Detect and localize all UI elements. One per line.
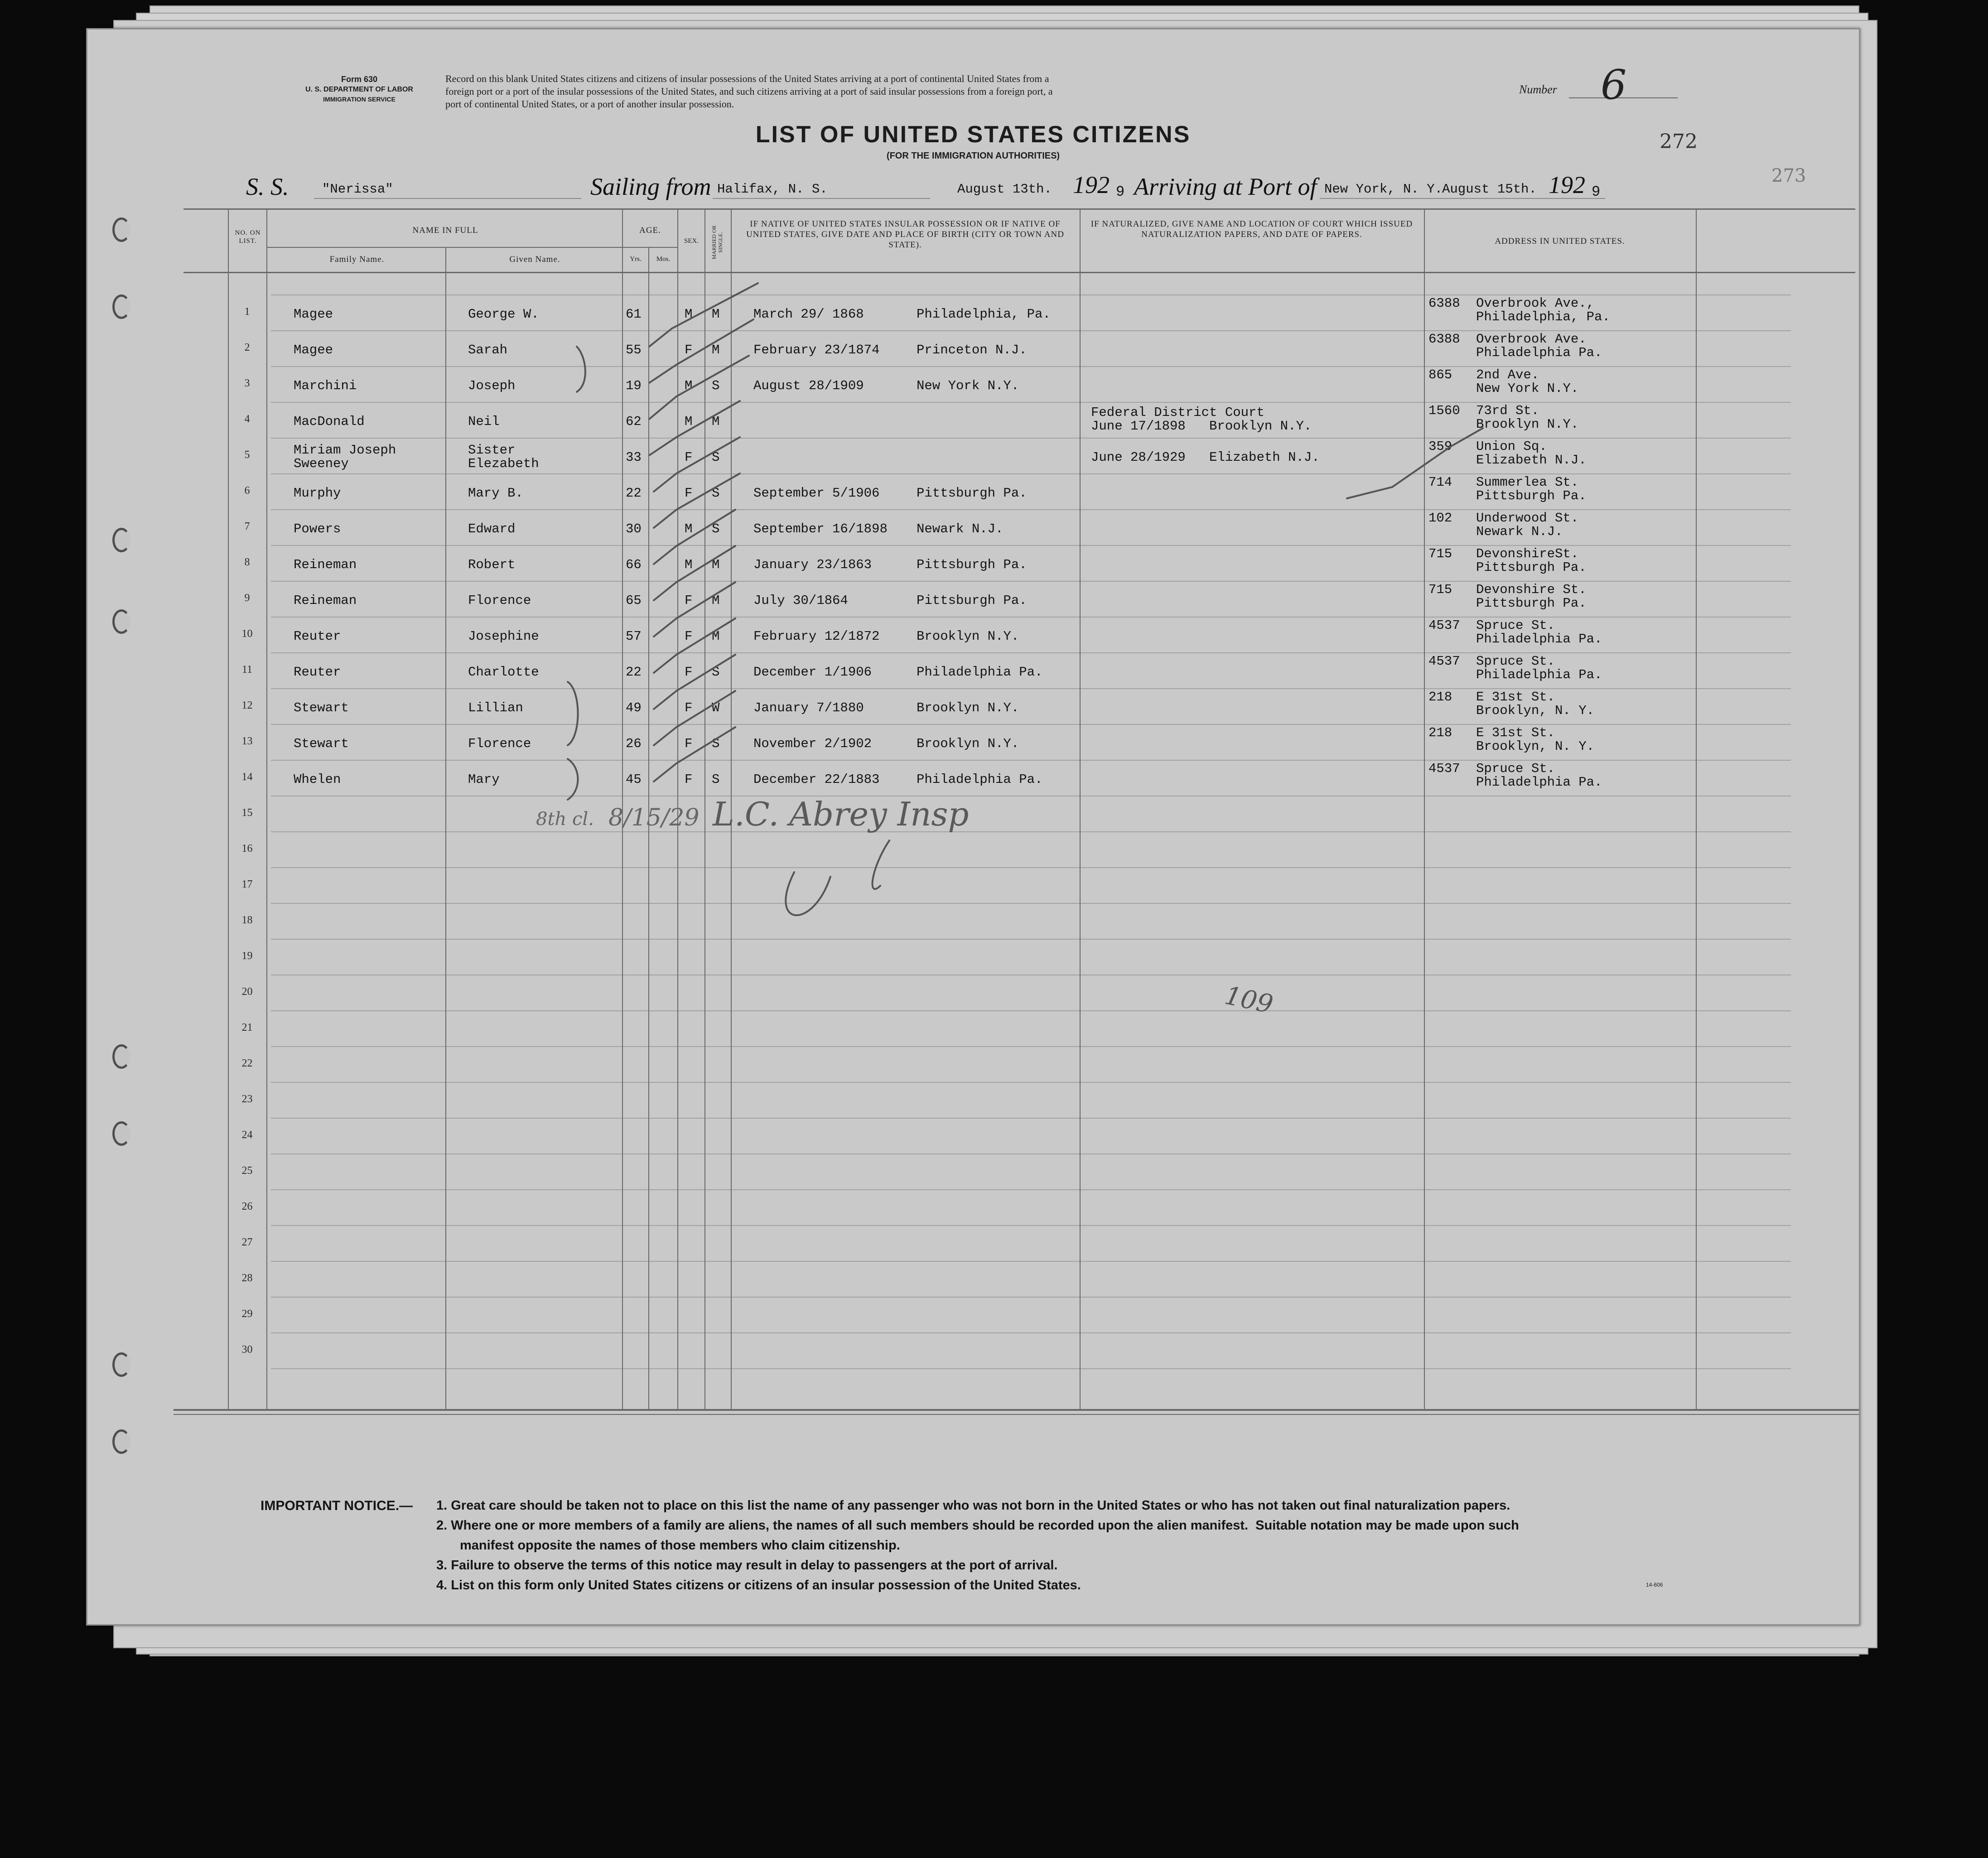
given-name: Florence bbox=[468, 593, 531, 608]
address-line-1: Devonshire St. bbox=[1476, 582, 1587, 597]
address-line-1: E 31st St. bbox=[1476, 690, 1555, 705]
binder-hole bbox=[112, 1352, 130, 1377]
row-number: 7 bbox=[244, 521, 250, 532]
birth-place: Pittsburgh Pa. bbox=[917, 557, 1027, 572]
table-bottom-rule bbox=[174, 1409, 1859, 1411]
marital-status: S bbox=[712, 772, 720, 787]
inspector-signature: L.C. Abrey Insp bbox=[713, 795, 969, 833]
address-number: 6388 bbox=[1428, 296, 1460, 311]
sex: F bbox=[685, 343, 693, 357]
address-line-1: Overbrook Ave., bbox=[1476, 296, 1595, 311]
daughter-bracket bbox=[568, 682, 578, 745]
birth-date: February 23/1874 bbox=[753, 343, 880, 357]
row-number: 17 bbox=[241, 878, 253, 890]
address-number: 4537 bbox=[1428, 618, 1460, 633]
address-number: 715 bbox=[1428, 582, 1452, 597]
row-rule bbox=[271, 1297, 1791, 1298]
family-name: Whelen bbox=[294, 772, 341, 787]
row-number: 22 bbox=[241, 1057, 253, 1069]
address-number: 4537 bbox=[1428, 761, 1460, 776]
given-name: Robert bbox=[468, 557, 516, 572]
col-header-no: NO. ON LIST. bbox=[235, 229, 261, 245]
number-value: 6 bbox=[1601, 61, 1627, 109]
row-rule bbox=[271, 509, 1791, 510]
address-line-1: Spruce St. bbox=[1476, 761, 1555, 776]
age-years: 26 bbox=[626, 736, 642, 751]
col-divider-nat bbox=[1080, 208, 1081, 1409]
address-number: 865 bbox=[1428, 367, 1452, 382]
row-rule bbox=[271, 652, 1791, 653]
birth-date: July 30/1864 bbox=[753, 593, 848, 608]
col-header-given: Given Name. bbox=[509, 255, 560, 264]
row-number: 11 bbox=[241, 664, 253, 676]
row-number: 30 bbox=[241, 1344, 253, 1356]
age-years: 66 bbox=[626, 557, 642, 572]
address-line-2: Philadelphia Pa. bbox=[1476, 775, 1602, 790]
naturalization-date: June 28/1929 Elizabeth N.J. bbox=[1091, 450, 1320, 465]
row-rule bbox=[271, 1010, 1791, 1011]
birth-date: December 1/1906 bbox=[753, 665, 872, 680]
birth-date: January 7/1880 bbox=[753, 700, 864, 715]
marital-status: M bbox=[712, 343, 720, 357]
row-number: 14 bbox=[241, 771, 253, 783]
address-number: 359 bbox=[1428, 439, 1452, 454]
daughter-bracket bbox=[568, 759, 578, 800]
row-rule bbox=[271, 867, 1791, 868]
marital-status: S bbox=[712, 378, 720, 393]
family-name-cont: Sweeney bbox=[294, 456, 349, 471]
row-number: 13 bbox=[241, 735, 253, 747]
age-years: 30 bbox=[626, 521, 642, 536]
birth-place: Pittsburgh Pa. bbox=[917, 486, 1027, 501]
family-name: Magee bbox=[294, 307, 333, 322]
birth-place: Pittsburgh Pa. bbox=[917, 593, 1027, 608]
from-port: Halifax, N. S. bbox=[717, 182, 828, 197]
tick-stroke bbox=[654, 727, 735, 782]
family-name: Stewart bbox=[294, 700, 349, 715]
age-years: 62 bbox=[626, 414, 642, 429]
notice-item-1: 1. Great care should be taken not to place on this list the name of any passenger who was not born in the United States or who has not taken out final naturalization papers. bbox=[436, 1498, 1510, 1513]
col-header-age: AGE. bbox=[639, 226, 661, 235]
address-number: 1560 bbox=[1428, 403, 1460, 418]
marital-status: S bbox=[712, 665, 720, 680]
address-line-2: Philadelphia Pa. bbox=[1476, 632, 1602, 647]
sex: M bbox=[685, 307, 693, 322]
notice-item-2-cont: manifest opposite the names of those members who claim citizenship. bbox=[460, 1538, 900, 1553]
address-line-1: Spruce St. bbox=[1476, 618, 1555, 633]
birth-date: February 12/1872 bbox=[753, 629, 880, 644]
sex: M bbox=[685, 378, 693, 393]
given-name-cont: Elezabeth bbox=[468, 456, 539, 471]
marital-status: S bbox=[712, 486, 720, 501]
col-header-family: Family Name. bbox=[329, 255, 385, 264]
given-name: Josephine bbox=[468, 629, 539, 644]
row-rule bbox=[271, 473, 1791, 474]
row-number: 3 bbox=[244, 377, 250, 389]
address-line-2: Pittsburgh Pa. bbox=[1476, 560, 1587, 575]
row-rule bbox=[271, 330, 1791, 331]
age-years: 57 bbox=[626, 629, 642, 644]
family-name: Magee bbox=[294, 343, 333, 357]
address-line-2: Pittsburgh Pa. bbox=[1476, 488, 1587, 503]
notice-item-3: 3. Failure to observe the terms of this notice may result in delay to passengers at the port of arrival. bbox=[436, 1558, 1058, 1573]
family-name: MacDonald bbox=[294, 414, 365, 429]
row-rule bbox=[271, 724, 1791, 725]
age-years: 22 bbox=[626, 665, 642, 680]
binder-hole bbox=[112, 217, 130, 242]
sex: M bbox=[685, 414, 693, 429]
age-years: 22 bbox=[626, 486, 642, 501]
given-name: Edward bbox=[468, 521, 516, 536]
address-line-2: Brooklyn, N. Y. bbox=[1476, 739, 1595, 754]
birth-place: Philadelphia Pa. bbox=[917, 665, 1043, 680]
tick-stroke bbox=[649, 401, 740, 455]
instructions-line-3: port of continental United States, or a port of another insular possession. bbox=[445, 98, 734, 110]
tick-stroke bbox=[649, 319, 753, 383]
to-port: New York, N. Y. bbox=[1324, 182, 1443, 197]
col-header-naturalized: IF NATURALIZED, GIVE NAME AND LOCATION OF COURT WHICH ISSUED NATURALIZATION PAPERS, AND DATE OF PAPERS. bbox=[1091, 219, 1413, 239]
row-number: 9 bbox=[244, 592, 250, 604]
address-line-2: Brooklyn, N. Y. bbox=[1476, 703, 1595, 718]
row-rule bbox=[271, 402, 1791, 403]
given-name: Mary B. bbox=[468, 486, 523, 501]
birth-place: Brooklyn N.Y. bbox=[917, 736, 1019, 751]
tick-stroke bbox=[654, 691, 735, 745]
address-line-2: Brooklyn N.Y. bbox=[1476, 417, 1579, 432]
col-divider-end bbox=[1696, 208, 1697, 1409]
form-department: U. S. DEPARTMENT OF LABOR bbox=[305, 86, 413, 93]
birth-place: Brooklyn N.Y. bbox=[917, 629, 1019, 644]
age-years: 61 bbox=[626, 307, 642, 322]
family-name: Stewart bbox=[294, 736, 349, 751]
sailing-label: Sailing from bbox=[590, 173, 711, 200]
row-number: 1 bbox=[244, 306, 250, 318]
birth-place: Philadelphia Pa. bbox=[917, 772, 1043, 787]
marital-status: M bbox=[712, 557, 720, 572]
row-number: 21 bbox=[241, 1022, 253, 1033]
row-rule bbox=[271, 1225, 1791, 1226]
col-header-sex: SEX. bbox=[684, 237, 699, 245]
signature-flourish bbox=[786, 872, 830, 915]
birth-place: Newark N.J. bbox=[917, 521, 1004, 536]
row-rule bbox=[271, 438, 1791, 439]
page-subtitle: (FOR THE IMMIGRATION AUTHORITIES) bbox=[886, 151, 1060, 161]
tick-stroke bbox=[654, 510, 735, 564]
given-name: Sarah bbox=[468, 343, 508, 357]
birth-place: New York N.Y. bbox=[917, 378, 1019, 393]
address-line-1: Spruce St. bbox=[1476, 654, 1555, 669]
row-number: 28 bbox=[241, 1272, 253, 1284]
naturalization-date: June 17/1898 Brooklyn N.Y. bbox=[1091, 419, 1312, 434]
birth-place: Philadelphia, Pa. bbox=[917, 307, 1051, 322]
birth-place: Princeton N.J. bbox=[917, 343, 1027, 357]
address-number: 6388 bbox=[1428, 332, 1460, 347]
notice-item-4: 4. List on this form only United States citizens or citizens of an insular possession of the United States. bbox=[436, 1578, 1081, 1593]
birth-date: November 2/1902 bbox=[753, 736, 872, 751]
age-years: 49 bbox=[626, 700, 642, 715]
form-bottom-code: 14-606 bbox=[1646, 1582, 1663, 1588]
row-rule bbox=[271, 760, 1791, 761]
col-divider-given bbox=[445, 247, 446, 1409]
row-rule bbox=[271, 366, 1791, 367]
address-line-1: 73rd St. bbox=[1476, 403, 1539, 418]
age-years: 33 bbox=[626, 450, 642, 465]
tick-stroke bbox=[654, 582, 735, 637]
row-number: 29 bbox=[241, 1308, 253, 1320]
address-number: 714 bbox=[1428, 475, 1452, 490]
address-number: 218 bbox=[1428, 725, 1452, 740]
binder-hole bbox=[112, 1429, 130, 1454]
arrive-date: August 15th. bbox=[1442, 182, 1537, 197]
given-name: Neil bbox=[468, 414, 500, 429]
row-number: 2 bbox=[244, 342, 250, 353]
col-divider-married bbox=[704, 208, 705, 1409]
row-rule bbox=[271, 831, 1791, 832]
page-number-272: 272 bbox=[1660, 130, 1698, 153]
manifest-sheet bbox=[86, 28, 1860, 1626]
row-rule bbox=[271, 1118, 1791, 1119]
row-number: 25 bbox=[241, 1165, 253, 1177]
family-name: Powers bbox=[294, 521, 341, 536]
row-number: 18 bbox=[241, 914, 253, 926]
marital-status: M bbox=[712, 593, 720, 608]
sail-date: August 13th. bbox=[957, 182, 1052, 197]
family-name: Reuter bbox=[294, 665, 341, 680]
naturalization-link-stroke bbox=[1347, 428, 1483, 498]
birth-date: September 16/1898 bbox=[753, 521, 888, 536]
address-line-1: Underwood St. bbox=[1476, 511, 1579, 526]
marital-status: S bbox=[712, 521, 720, 536]
row-number: 24 bbox=[241, 1129, 253, 1141]
family-name: Reineman bbox=[294, 557, 357, 572]
address-line-2: Elizabeth N.J. bbox=[1476, 453, 1587, 468]
row-number: 4 bbox=[244, 413, 250, 425]
address-line-1: 2nd Ave. bbox=[1476, 367, 1539, 382]
binder-hole bbox=[112, 528, 130, 552]
family-name: Reuter bbox=[294, 629, 341, 644]
col-header-name-in-full: NAME IN FULL bbox=[412, 226, 478, 235]
address-line-2: New York N.Y. bbox=[1476, 381, 1579, 396]
sex: M bbox=[685, 557, 693, 572]
col-header-mos: Mos. bbox=[656, 256, 671, 263]
tick-stroke bbox=[654, 473, 740, 528]
row-number: 15 bbox=[241, 807, 253, 819]
age-years: 55 bbox=[626, 343, 642, 357]
sex: F bbox=[685, 736, 693, 751]
binder-hole bbox=[112, 609, 130, 634]
arrive-year-digit: 9 bbox=[1592, 183, 1601, 200]
sail-year-digit: 9 bbox=[1116, 183, 1125, 200]
col-header-address: ADDRESS IN UNITED STATES. bbox=[1495, 236, 1625, 246]
given-name: Sister bbox=[468, 443, 516, 458]
marital-status: M bbox=[712, 307, 720, 322]
date-note: 8/15/29 bbox=[608, 804, 700, 831]
row-rule bbox=[271, 903, 1791, 904]
address-line-1: DevonshireSt. bbox=[1476, 546, 1579, 561]
given-name: Mary bbox=[468, 772, 500, 787]
birth-date: January 23/1863 bbox=[753, 557, 872, 572]
sex: F bbox=[685, 772, 693, 787]
marital-status: W bbox=[712, 700, 720, 715]
row-rule bbox=[271, 1332, 1791, 1333]
given-name: Joseph bbox=[468, 378, 516, 393]
family-name: Reineman bbox=[294, 593, 357, 608]
tick-stroke bbox=[654, 655, 735, 709]
family-name: Murphy bbox=[294, 486, 341, 501]
marital-status: S bbox=[712, 736, 720, 751]
ss-label: S. S. bbox=[246, 173, 289, 200]
address-number: 102 bbox=[1428, 511, 1452, 526]
sex: F bbox=[685, 450, 693, 465]
naturalization-court: Federal District Court bbox=[1091, 405, 1264, 420]
address-line-1: Union Sq. bbox=[1476, 439, 1547, 454]
birth-date: March 29/ 1868 bbox=[753, 307, 864, 322]
age-subheader-rule bbox=[622, 247, 677, 248]
row-rule bbox=[271, 1368, 1791, 1369]
signature-flourish bbox=[873, 840, 889, 889]
tick-stroke bbox=[649, 356, 749, 419]
row-rule bbox=[271, 545, 1791, 546]
row-rule bbox=[271, 1189, 1791, 1190]
wife-bracket bbox=[577, 347, 585, 392]
marital-status: M bbox=[712, 414, 720, 429]
binder-hole bbox=[112, 1121, 130, 1146]
ship-name: "Nerissa" bbox=[322, 182, 393, 197]
sail-year-prefix: 192 bbox=[1073, 171, 1110, 198]
address-number: 715 bbox=[1428, 546, 1452, 561]
table-bottom-rule-2 bbox=[174, 1414, 1859, 1415]
row-number: 10 bbox=[241, 628, 253, 640]
row-number: 8 bbox=[244, 556, 250, 568]
row-rule bbox=[271, 617, 1791, 618]
col-divider-addr bbox=[1424, 208, 1425, 1409]
address-number: 218 bbox=[1428, 690, 1452, 705]
row-rule bbox=[271, 1082, 1791, 1083]
address-line-2: Pittsburgh Pa. bbox=[1476, 596, 1587, 611]
row-number: 27 bbox=[241, 1236, 253, 1248]
instructions-line-2: foreign port or a port of the insular possessions of the United States, and such citizens arriving at a port of said insular possessions from a foreign port, a bbox=[445, 86, 1053, 97]
row-number: 26 bbox=[241, 1201, 253, 1212]
address-number: 4537 bbox=[1428, 654, 1460, 669]
row-number: 5 bbox=[244, 449, 250, 461]
col-header-married: MARRIED OR SINGLE. bbox=[711, 225, 724, 260]
address-line-2: Philadelphia Pa. bbox=[1476, 345, 1602, 360]
age-years: 45 bbox=[626, 772, 642, 787]
ship-dotted-line bbox=[314, 198, 581, 199]
form-service: IMMIGRATION SERVICE bbox=[323, 96, 396, 103]
row-rule bbox=[271, 1261, 1791, 1262]
number-label: Number bbox=[1519, 83, 1557, 96]
family-name: Miriam Joseph bbox=[294, 443, 396, 458]
sex: F bbox=[685, 629, 693, 644]
row-number: 20 bbox=[241, 986, 253, 998]
sex: F bbox=[685, 700, 693, 715]
table-header-bottom-rule bbox=[183, 272, 1855, 273]
row-rule bbox=[271, 1046, 1791, 1047]
page-title: LIST OF UNITED STATES CITIZENS bbox=[755, 121, 1191, 148]
arrive-year-prefix: 192 bbox=[1549, 171, 1585, 198]
row-number: 19 bbox=[241, 950, 253, 962]
col-header-yrs: Yrs. bbox=[630, 256, 642, 263]
class-note: 8th cl. bbox=[536, 809, 594, 830]
page-number-273: 273 bbox=[1771, 165, 1806, 186]
address-line-2: Newark N.J. bbox=[1476, 524, 1563, 539]
address-line-1: E 31st St. bbox=[1476, 725, 1555, 740]
name-subheader-rule bbox=[266, 247, 622, 248]
row-rule bbox=[271, 294, 1791, 295]
instructions-line-1: Record on this blank United States citizens and citizens of insular possessions of the United States arriving at a port of continental United States from a bbox=[445, 73, 1049, 84]
given-name: Lillian bbox=[468, 700, 523, 715]
row-number: 6 bbox=[244, 485, 250, 497]
row-rule bbox=[271, 939, 1791, 940]
col-divider-family bbox=[266, 208, 267, 1409]
row-rule bbox=[271, 581, 1791, 582]
stamp-number-109: 109 bbox=[1222, 980, 1276, 1020]
form-number: Form 630 bbox=[341, 75, 378, 84]
row-number: 16 bbox=[241, 843, 253, 854]
marital-status: S bbox=[712, 450, 720, 465]
given-name: Charlotte bbox=[468, 665, 539, 680]
sex: F bbox=[685, 665, 693, 680]
tick-stroke bbox=[649, 283, 758, 347]
notice-item-2: 2. Where one or more members of a family are aliens, the names of all such members should be recorded upon the alien manifest. Suitable notation may be made upon such bbox=[436, 1518, 1519, 1533]
annotation-strokes bbox=[87, 29, 1859, 1624]
arriving-label: Arriving at Port of bbox=[1134, 173, 1317, 200]
marital-status: M bbox=[712, 629, 720, 644]
birth-date: August 28/1909 bbox=[753, 378, 864, 393]
age-years: 65 bbox=[626, 593, 642, 608]
binder-hole bbox=[112, 1044, 130, 1069]
row-number: 23 bbox=[241, 1093, 253, 1105]
notice-heading: IMPORTANT NOTICE.— bbox=[261, 1498, 413, 1513]
birth-place: Brooklyn N.Y. bbox=[917, 700, 1019, 715]
from-port-dotted-line bbox=[713, 198, 930, 199]
sex: F bbox=[685, 486, 693, 501]
given-name: Florence bbox=[468, 736, 531, 751]
address-line-1: Summerlea St. bbox=[1476, 475, 1579, 490]
address-line-2: Philadelphia Pa. bbox=[1476, 667, 1602, 682]
row-number: 12 bbox=[241, 700, 253, 711]
row-rule bbox=[271, 1153, 1791, 1154]
binder-hole bbox=[112, 294, 130, 319]
row-rule bbox=[271, 688, 1791, 689]
address-line-1: Overbrook Ave. bbox=[1476, 332, 1587, 347]
birth-date: September 5/1906 bbox=[753, 486, 880, 501]
age-years: 19 bbox=[626, 378, 642, 393]
sex: F bbox=[685, 593, 693, 608]
birth-date: December 22/1883 bbox=[753, 772, 880, 787]
tick-stroke bbox=[654, 618, 735, 673]
sex: M bbox=[685, 521, 693, 536]
tick-stroke bbox=[654, 546, 735, 600]
address-line-2: Philadelphia, Pa. bbox=[1476, 309, 1610, 324]
col-header-birth: IF NATIVE OF UNITED STATES INSULAR POSSESSION OR IF NATIVE OF UNITED STATES, GIVE DATE AND PLACE OF BIRTH (CITY OR TOWN AND STATE). bbox=[746, 219, 1064, 250]
table-top-rule bbox=[183, 208, 1855, 210]
family-name: Marchini bbox=[294, 378, 357, 393]
given-name: George W. bbox=[468, 307, 539, 322]
tick-stroke bbox=[654, 437, 740, 492]
